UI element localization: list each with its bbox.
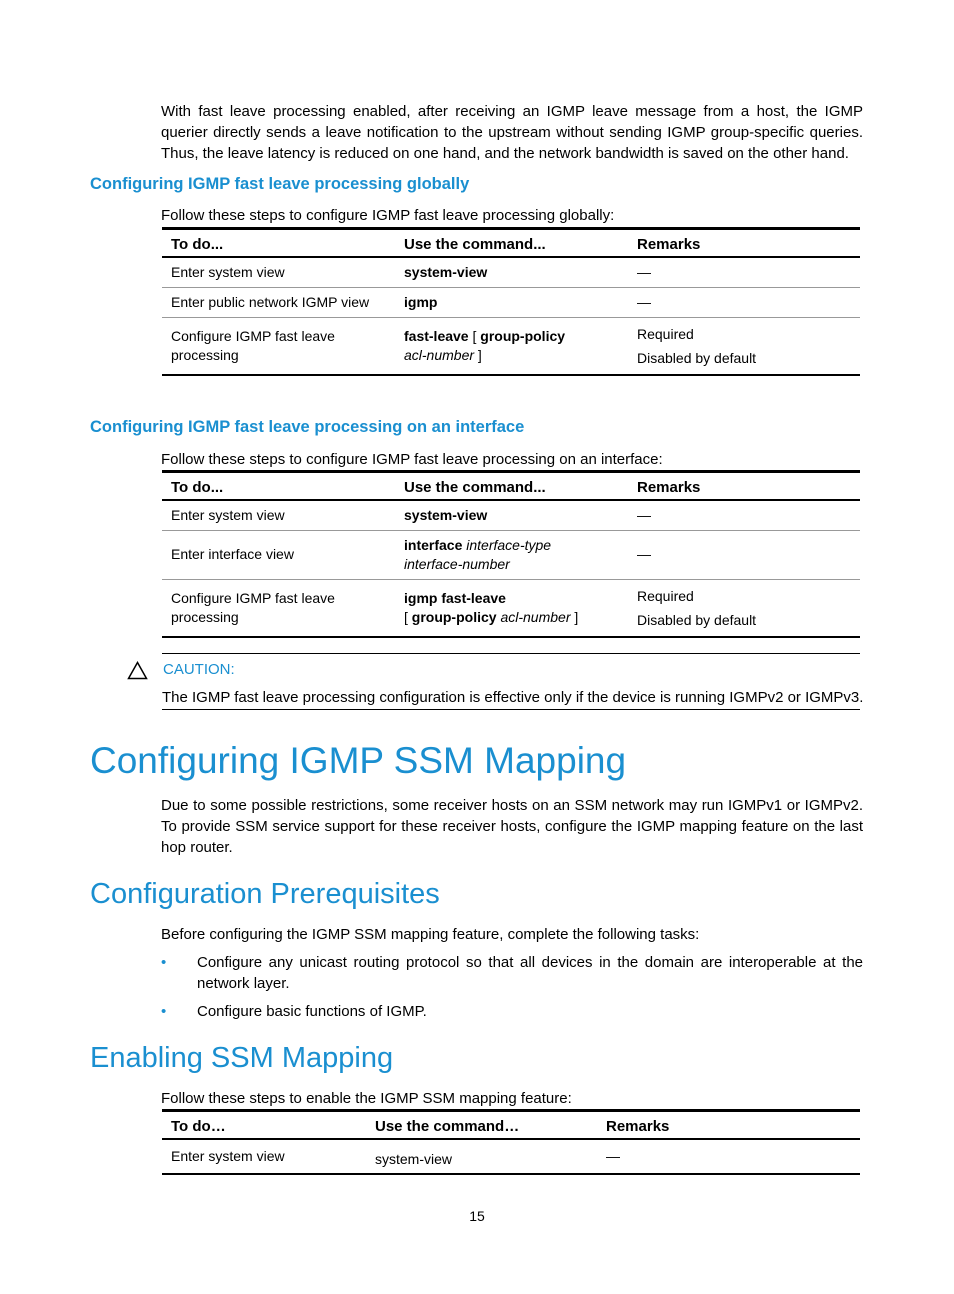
todo-cell: Enter system view: [162, 500, 395, 530]
command-keyword: system-view: [404, 506, 488, 523]
command-cell: [395, 317, 628, 375]
table-row: [162, 287, 860, 317]
page-number: 15: [469, 1208, 485, 1224]
table-row: [162, 530, 860, 579]
global-intro: Follow these steps to configure IGMP fast leave processing globally:: [161, 207, 615, 224]
caution-title: CAUTION:: [163, 661, 235, 678]
col-header-remarks: Remarks: [628, 472, 860, 501]
table-row: [162, 500, 860, 530]
caution-text: The IGMP fast leave processing configuration is effective only if the device is running IGMPv2 or IGMPv3.: [162, 689, 864, 706]
bracket-open: [: [404, 608, 408, 625]
remarks-cell: [628, 317, 860, 375]
table-row: [162, 579, 860, 637]
prereq-intro: Before configuring the IGMP SSM mapping feature, complete the following tasks:: [161, 926, 700, 943]
col-header-command: Use the command…: [366, 1111, 597, 1140]
list-item: [161, 952, 863, 994]
command-keyword: fast-leave: [404, 327, 469, 344]
remarks-cell: —: [597, 1139, 860, 1174]
todo-cell: Enter system view: [162, 1139, 366, 1174]
command-cell: [395, 287, 628, 317]
col-header-todo: To do…: [162, 1111, 366, 1140]
todo-cell: Enter public network IGMP view: [162, 287, 395, 317]
interface-command-table: [162, 470, 860, 638]
enabling-intro: Follow these steps to enable the IGMP SSM mapping feature:: [161, 1090, 572, 1107]
command-keyword: igmp fast-leave: [404, 589, 506, 606]
remark-required: Required: [637, 325, 694, 342]
remark-required: Required: [637, 587, 694, 604]
col-header-command: Use the command...: [395, 229, 628, 258]
caution-top-rule: [162, 653, 860, 654]
caution-bottom-rule: [162, 709, 860, 710]
section-heading-interface: Configuring IGMP fast leave processing on an interface: [90, 418, 525, 436]
command-cell: [395, 257, 628, 287]
command-cell: system-view: [366, 1139, 597, 1174]
col-header-remarks: Remarks: [628, 229, 860, 258]
remarks-cell: —: [628, 257, 860, 287]
bullet-icon: •: [161, 954, 167, 971]
command-keyword: igmp: [404, 293, 438, 310]
interface-intro: Follow these steps to configure IGMP fast leave processing on an interface:: [161, 451, 663, 468]
bracket-close: ]: [574, 608, 579, 625]
command-argument: interface-type: [466, 536, 552, 553]
table-row: [162, 257, 860, 287]
remark-default: Disabled by default: [637, 611, 757, 628]
remarks-cell: —: [628, 530, 860, 579]
bullet-icon: •: [161, 1003, 167, 1020]
chapter-paragraph: Due to some possible restrictions, some receiver hosts on an SSM network may run IGMPv1 or IGMPv2. To provide SSM service support for these receiver hosts, configure the IGMP mapping feature on the last hop router.: [161, 797, 863, 856]
list-item: [161, 1001, 863, 1022]
enabling-heading: Enabling SSM Mapping: [90, 1042, 394, 1074]
command-keyword: group-policy: [480, 327, 566, 344]
table-row: [162, 317, 860, 375]
col-header-todo: To do...: [162, 472, 395, 501]
command-argument: acl-number: [500, 608, 571, 625]
enabling-command-table: [162, 1109, 860, 1175]
global-command-table: [162, 227, 860, 376]
command-argument: acl-number: [404, 346, 475, 363]
prereq-heading: Configuration Prerequisites: [90, 878, 440, 910]
remarks-cell: [628, 579, 860, 637]
col-header-command: Use the command...: [395, 472, 628, 501]
list-item-text: Configure basic functions of IGMP.: [197, 1003, 427, 1020]
warning-triangle-icon: [127, 661, 148, 680]
command-cell: [395, 500, 628, 530]
remarks-cell: —: [628, 500, 860, 530]
command-keyword: group-policy: [411, 608, 497, 625]
table-row: [162, 1139, 860, 1174]
bracket-open: [: [472, 327, 477, 344]
remark-default: Disabled by default: [637, 349, 757, 366]
todo-cell: Configure IGMP fast leave processing: [162, 579, 395, 637]
command-keyword: system-view: [404, 263, 488, 280]
intro-paragraph: With fast leave processing enabled, after receiving an IGMP leave message from a host, the IGMP querier directly sends a leave notification to the upstream without sending IGMP group-specific queries. Thus, the leave latency is reduced on one hand, and the network bandwidth is saved on the other hand.: [161, 103, 863, 162]
col-header-remarks: Remarks: [597, 1111, 860, 1140]
command-cell: [395, 530, 628, 579]
command-cell: [395, 579, 628, 637]
list-item-text: Configure any unicast routing protocol so that all devices in the domain are interoperable at the network layer.: [197, 954, 863, 992]
chapter-title: Configuring IGMP SSM Mapping: [90, 740, 627, 781]
section-heading-global: Configuring IGMP fast leave processing globally: [90, 175, 470, 193]
remarks-cell: —: [628, 287, 860, 317]
bracket-close: ]: [477, 346, 482, 363]
todo-cell: Enter system view: [162, 257, 395, 287]
command-argument: interface-number: [404, 555, 510, 572]
col-header-todo: To do...: [162, 229, 395, 258]
todo-cell: Enter interface view: [162, 530, 395, 579]
todo-cell: Configure IGMP fast leave processing: [162, 317, 395, 375]
command-keyword: interface: [404, 536, 463, 553]
